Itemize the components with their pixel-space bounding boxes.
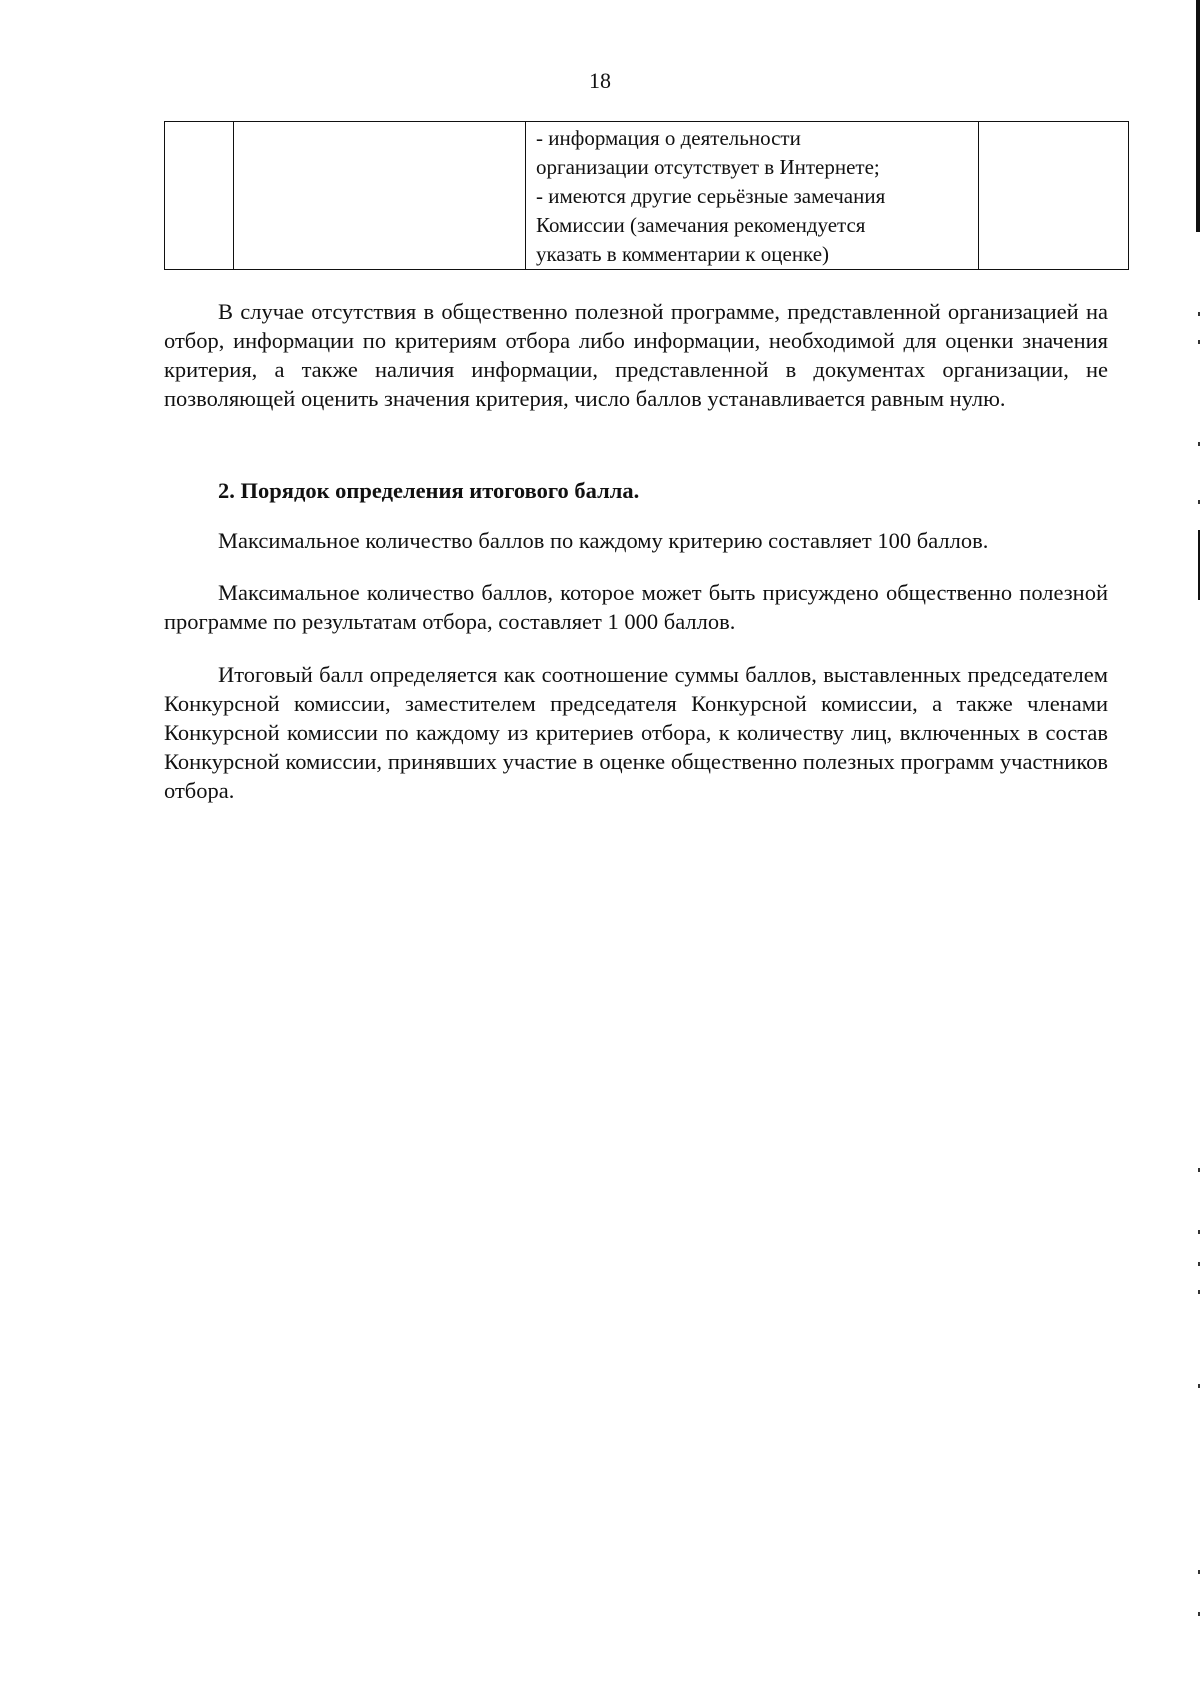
paragraph-max-total: Максимальное количество баллов, которое может быть присуждено общественно полезной программе по результатам отбора, составляет 1 000 баллов. [164,580,1108,634]
section-heading: 2. Порядок определения итогового балла. [218,478,640,503]
table-description-line: организации отсутствует в Интернете; [536,155,880,179]
scan-edge-mark [1196,0,1200,232]
table-description-line: Комиссии (замечания рекомендуется [536,213,866,237]
table-cell-number [165,122,234,270]
table-description-line: указать в комментарии к оценке) [536,242,830,266]
paragraph-max-per-criterion: Максимальное количество баллов по каждому критерию составляет 100 баллов. [218,528,989,553]
table-description-line: - информация о деятельности [536,126,801,150]
paragraph-final-score: Итоговый балл определяется как соотношение суммы баллов, выставленных председателем Конкурсной комиссии, заместителем председателя Конкурсной комиссии, а также членами Конкурсной комиссии по каждому из критериев отбора, к количеству лиц, включенных в состав Конкурсной комиссии, принявших участие в оценке общественно полезных программ участников отбора. [164,662,1108,803]
criteria-table [164,121,1129,270]
table-cell-score [979,122,1129,270]
table-description-line: - имеются другие серьёзные замечания [536,184,886,208]
table-cell-criterion [234,122,526,270]
paragraph-missing-information: В случае отсутствия в общественно полезной программе, представленной организацией на отбор, информации по критериям отбора либо информации, необходимой для оценки значения критерия, а также наличия информации, представленной в документах организации, не позволяющей оценить значения критерия, число баллов устанавливается равным нулю. [164,299,1108,411]
page-number: 18 [589,68,611,93]
table-cell-description [526,122,979,270]
table-row [165,122,1129,270]
